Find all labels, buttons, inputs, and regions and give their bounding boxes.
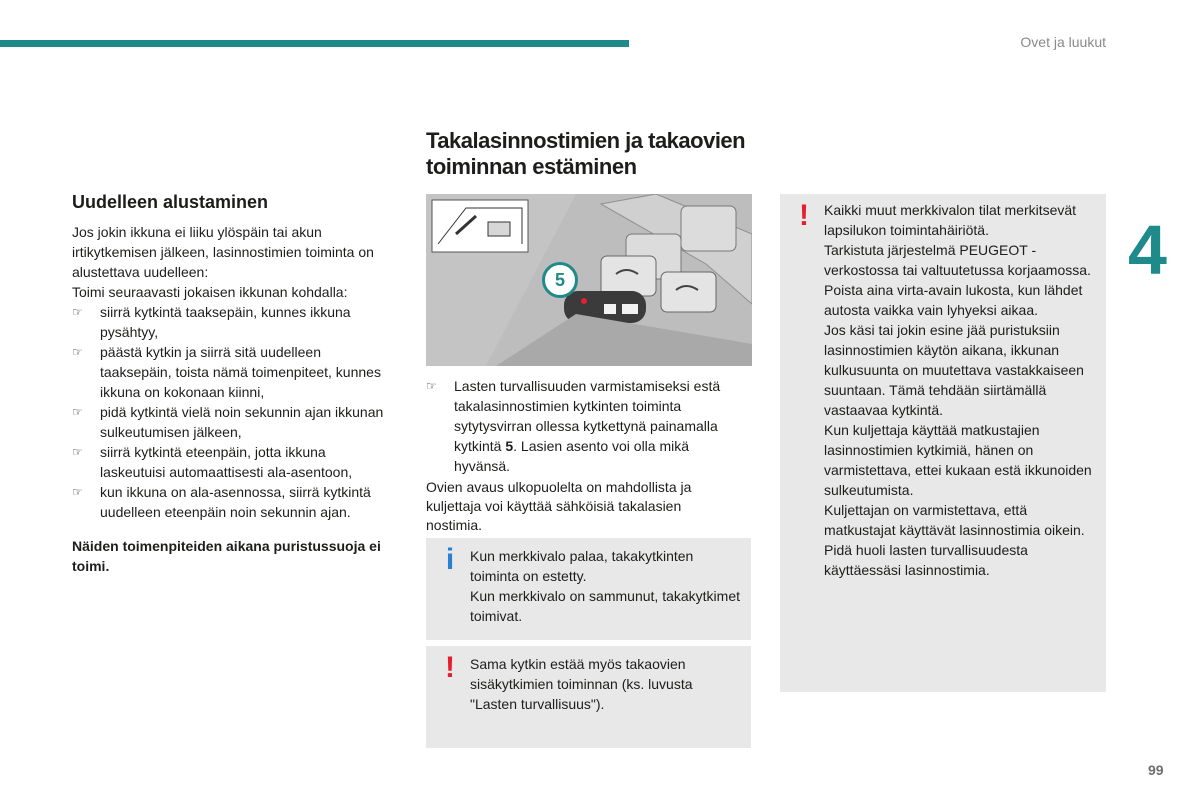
step-text: pidä kytkintä vielä noin sekunnin ajan ikkunan sulkeutumisen jälkeen, (100, 404, 384, 440)
list-item (72, 442, 390, 482)
header-accent-bar (0, 40, 629, 47)
lock-instructions (426, 376, 726, 535)
page-title: Takalasinnostimien ja takaovien toiminnan estäminen (426, 128, 746, 179)
safety-warning-text (824, 200, 1098, 580)
info-icon: i (445, 543, 455, 576)
step-list (72, 302, 390, 522)
hand-pointer-icon: ☞ (72, 485, 83, 499)
info-line-1: Kun merkkivalo palaa, takakytkinten toiminta on estetty. (470, 548, 694, 584)
list-item (72, 402, 390, 442)
step-text: päästä kytkin ja siirrä sitä uudelleen taaksepäin, toista nämä toimenpiteet, kunnes ikkuna on kokonaan kiinni, (100, 344, 381, 400)
intro-paragraph: Jos jokin ikkuna ei liiku ylöspäin tai akun irtikytkemisen jälkeen, lasinnostimien toiminta on alustettava uudelleen: (72, 224, 374, 280)
instruction-text-end: . Lasien asento voi olla mikä hyvänsä. (454, 438, 690, 474)
info-box (426, 538, 751, 640)
warning-text: Sama kytkin estää myös takaovien sisäkytkimien toiminnan (ks. luvusta "Lasten turvallisuus"). (470, 656, 693, 712)
list-item (72, 302, 390, 342)
list-item (426, 376, 726, 476)
hand-pointer-icon: ☞ (72, 305, 83, 319)
warning-paragraph: Jos käsi tai jokin esine jää puristuksiin lasinnostimien käytön aikana, ikkunan kulkusuunta on muutettava vastakkaiseen suuntaan. Tämä tehdään siirtämällä vastaavaa kytkintä. (824, 322, 1084, 418)
warning-paragraph: Tarkistuta järjestelmä PEUGEOT -verkostossa tai valtuutetussa korjaamossa. (824, 242, 1091, 278)
step-text: siirrä kytkintä eteenpäin, jotta ikkuna laskeutuisi automaattisesti ala-asentoon, (100, 444, 353, 480)
warning-icon: ! (799, 199, 809, 232)
hand-pointer-icon: ☞ (426, 379, 437, 393)
step-text: kun ikkuna on ala-asennossa, siirrä kytkintä uudelleen eteenpäin noin sekunnin ajan. (100, 484, 371, 520)
warning-paragraph: Poista aina virta-avain lukosta, kun lähdet autosta vaikka vain lyhyeksi aikaa. (824, 282, 1083, 318)
instruction-list (426, 376, 726, 476)
section-title: Ovet ja luukut (1020, 34, 1106, 50)
outside-opening-note: Ovien avaus ulkopuolelta on mahdollista ja kuljettaja voi käyttää sähköisiä takalasien nostimia. (426, 479, 692, 533)
warning-icon: ! (445, 651, 455, 684)
step-text: siirrä kytkintä taaksepäin, kunnes ikkuna pysähtyy, (100, 304, 351, 340)
intro-paragraph-2: Toimi seuraavasti jokaisen ikkunan kohdalla: (72, 284, 348, 300)
hand-pointer-icon: ☞ (72, 405, 83, 419)
safety-note: Näiden toimenpiteiden aikana puristussuoja ei toimi. (72, 538, 381, 574)
section-heading: Uudelleen alustaminen (72, 192, 269, 212)
info-line-2: Kun merkkivalo on sammunut, takakytkimet toimivat. (470, 588, 740, 624)
hand-pointer-icon: ☞ (72, 345, 83, 359)
warning-box (426, 646, 751, 748)
warning-paragraph: Pidä huoli lasten turvallisuudesta käyttäessäsi lasinnostimia. (824, 542, 1028, 578)
window-switch-illustration (426, 194, 752, 366)
list-item (72, 342, 390, 402)
warning-paragraph: Kaikki muut merkkivalon tilat merkitsevät lapsilukon toimintahäiriötä. (824, 202, 1077, 238)
chapter-number: 4 (1128, 211, 1167, 289)
switch-number: 5 (505, 438, 514, 454)
reinitialization-section (72, 192, 390, 576)
list-item (72, 482, 390, 522)
hand-pointer-icon: ☞ (72, 445, 83, 459)
page-number: 99 (1148, 762, 1164, 778)
callout-5-badge: 5 (542, 262, 578, 298)
instruction-text: Lasten turvallisuuden varmistamiseksi estä takalasinnostimien kytkinten toiminta sytytysvirran ollessa kytkettynä painamalla kytkintä (454, 378, 721, 454)
warning-paragraph: Kuljettajan on varmistettava, että matkustajat käyttävät lasinnostimia oikein. (824, 502, 1085, 538)
info-text (470, 546, 743, 626)
warning-paragraph: Kun kuljettaja käyttää matkustajien lasinnostimien kytkimiä, hänen on varmistettava, ettei kukaan estä ikkunoiden sulkeutumista. (824, 422, 1092, 498)
safety-warning-box (780, 194, 1106, 692)
